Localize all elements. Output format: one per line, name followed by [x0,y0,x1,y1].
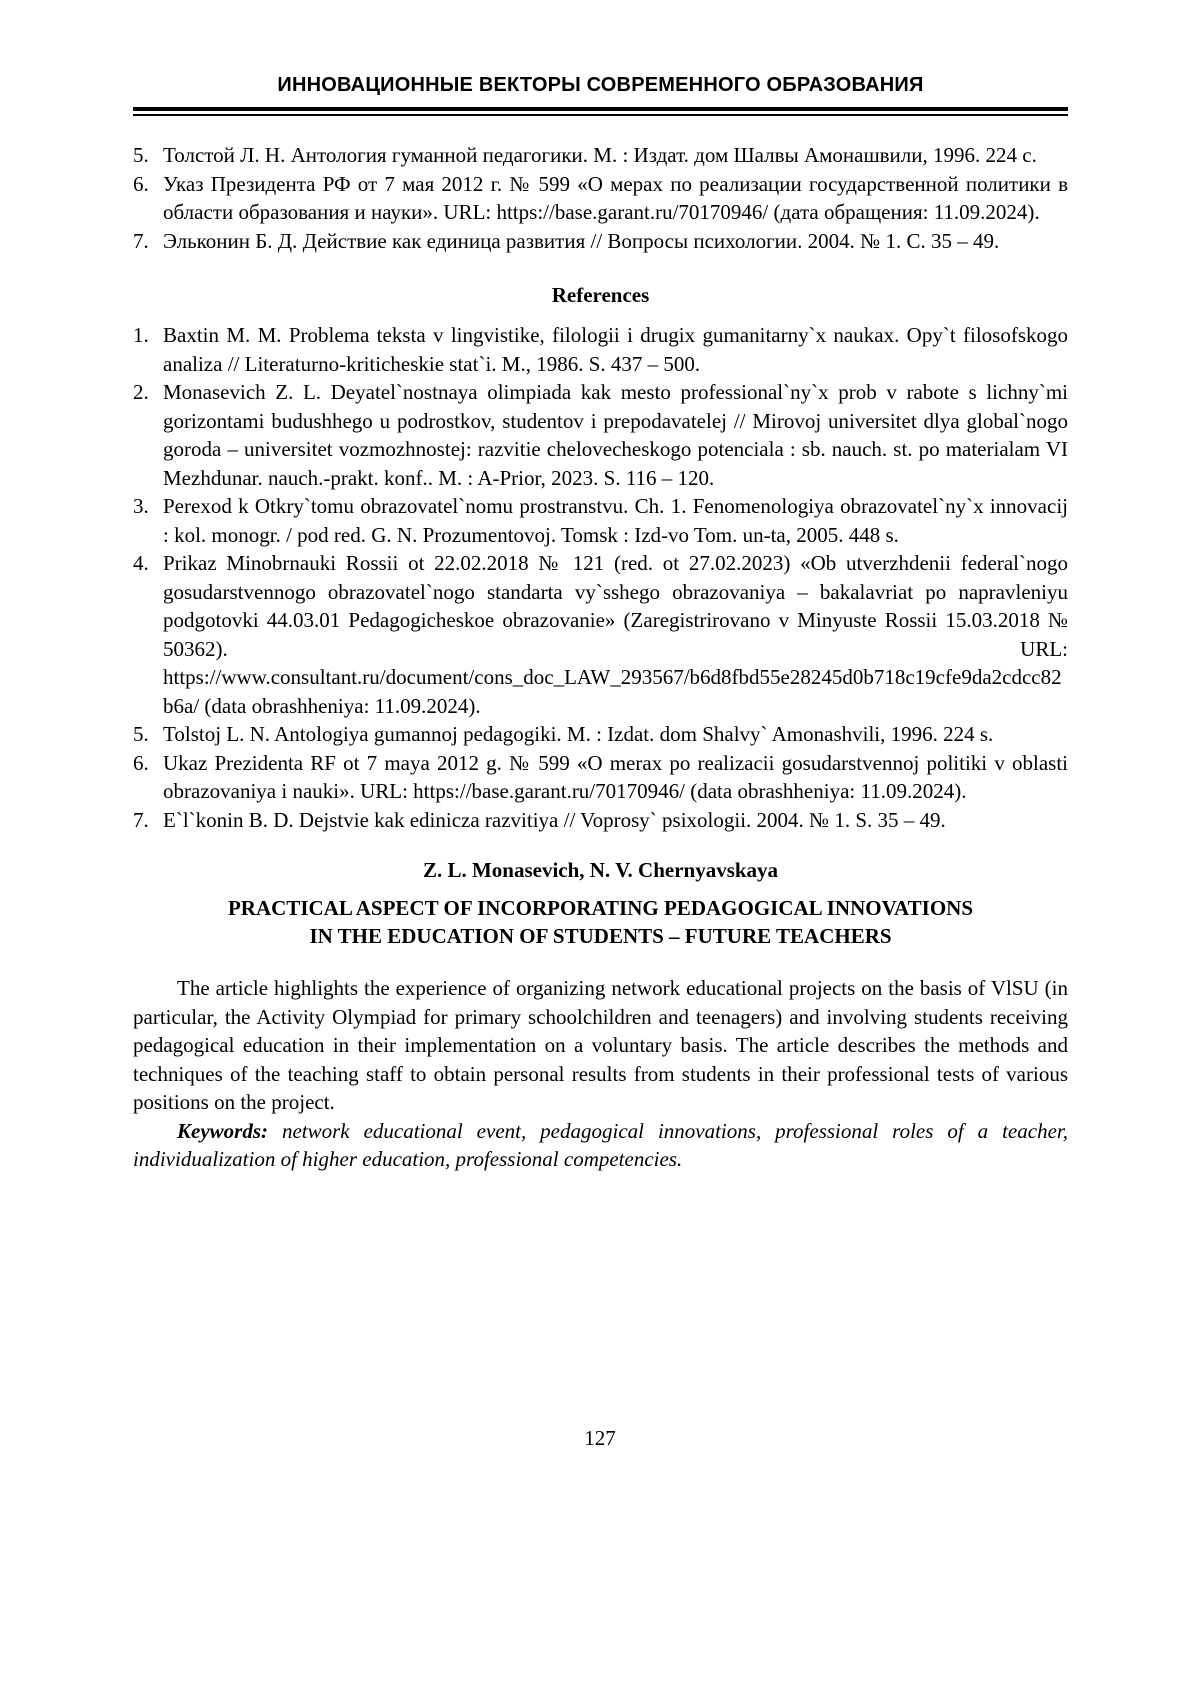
russian-reference-item [133,141,1068,170]
reference-number: 7. [133,807,149,832]
reference-text: Указ Президента РФ от 7 мая 2012 г. № 599 «О мерах по реализации государственной политики в области образования и науки». URL: https://base.garant.ru/70170946/ (дата обращения: 11.09.2024). [163,171,1068,224]
abstract-paragraph: The article highlights the experience of organizing network educational projects on the basis of VlSU (in particular, the Activity Olympiad for primary schoolchildren and teenagers) and involving students receiving pedagogical education in their implementation on a voluntary basis. The article describes the methods and techniques of the teaching staff to obtain personal results from students in their professional tests of various positions on the project. [133,976,1068,1114]
reference-number: 3. [133,494,149,518]
reference-text: Baxtin M. M. Problema teksta v lingvistike, filologii i drugix gumanitarny`x naukax. Opy`t filosofskogo analiza // Literaturno-kriticheskie stat`i. M., 1986. S. 437 – 500. [163,323,1068,376]
reference-item [133,749,1068,806]
article-title [133,894,1068,950]
reference-item [133,806,1068,835]
reference-text: E`l`konin B. D. Dejstvie kak edinicza razvitiya // Voprosy` psixologii. 2004. № 1. S. 35 – 49. [163,807,946,832]
reference-text: Prikaz Minobrnauki Rossii ot 22.02.2018 № 121 (red. ot 27.02.2023) «Ob utverzhdenii federal`nogo gosudarstvennogo obrazovatel`nogo standarta vy`sshego obrazovaniya – bakalavriat po napravleniyu podgotovki 44.03.01 Pedagogicheskoe obrazovanie» (Zaregistrirovano v Minyuste Rossii 15.03.2018 № 50362). URL: https://www.consultant.ru/document/cons_doc_LAW_293567/b6d8fbd55e28245d0b718c19cfe9da2cdcc82b6a/ (data obrashheniya: 11.09.2024). [163,551,1068,718]
reference-number: 2. [133,380,149,404]
reference-text: Monasevich Z. L. Deyatel`nostnaya olimpiada kak mesto professional`ny`x prob v rabote s lichny`mi gorizontami budushhego u podrostkov, studentov i prepodavatelej // Mirovoj universitet dlya global`nogo goroda – universitet vozmozhnostej: razvitie chelovecheskogo potenciala : sb. nauch. st. po materialam VI Mezhdunar. nauch.-prakt. konf.. M. : A-Prior, 2023. S. 116 – 120. [163,380,1068,490]
reference-item [133,321,1068,378]
reference-text: Ukaz Prezidenta RF ot 7 maya 2012 g. № 599 «O merax po realizacii gosudarstvennoj politiki v oblasti obrazovaniya i nauki». URL: https://base.garant.ru/70170946/ (data obrashheniya: 11.09.2024). [163,750,1068,803]
reference-text: Толстой Л. Н. Антология гуманной педагогики. М. : Издат. дом Шалвы Амонашвили, 1996. 224 с. [163,143,1037,167]
reference-text: Эльконин Б. Д. Действие как единица развития // Вопросы психологии. 2004. № 1. С. 35 – 49. [163,228,1000,253]
russian-reference-item [133,227,1068,256]
keywords-paragraph [133,1117,1068,1174]
keywords-text: network educational event, pedagogical innovations, professional roles of a teacher, individualization of higher education, professional competencies. [133,1118,1068,1171]
reference-item [133,549,1068,720]
reference-number: 1. [133,323,149,347]
references-list [133,321,1068,834]
reference-number: 5. [133,143,149,167]
authors-line: Z. L. Monasevich, N. V. Chernyavskaya [422,858,779,882]
references-heading: References [551,283,650,307]
reference-number: 5. [133,722,149,746]
article-title-line-2: IN THE EDUCATION OF STUDENTS – FUTURE TEACHERS [309,924,892,948]
keywords-label: Keywords: [177,1118,268,1143]
reference-number: 6. [133,171,149,196]
page-content [133,0,1068,1174]
russian-reference-list [133,141,1068,255]
reference-number: 6. [133,750,149,775]
reference-number: 7. [133,228,149,253]
article-title-line-1: PRACTICAL ASPECT OF INCORPORATING PEDAGOGICAL INNOVATIONS [227,896,974,920]
reference-number: 4. [133,551,149,575]
reference-item [133,492,1068,549]
reference-text: Tolstoj L. N. Antologiya gumannoj pedagogiki. M. : Izdat. dom Shalvy` Amonashvili, 1996. 224 s. [163,722,994,746]
russian-reference-item [133,170,1068,227]
page-number: 127 [584,1426,616,1450]
header-rule [133,107,1068,116]
journal-header: ИННОВАЦИОННЫЕ ВЕКТОРЫ СОВРЕМЕННОГО ОБРАЗОВАНИЯ [277,74,924,96]
reference-item [133,378,1068,492]
reference-item [133,720,1068,749]
reference-text: Perexod k Otkry`tomu obrazovatel`nomu prostranstvu. Ch. 1. Fenomenologiya obrazovatel`ny`x innovacij : kol. monogr. / pod red. G. N. Prozumentovoj. Tomsk : Izd-vo Tom. un-ta, 2005. 448 s. [163,494,1068,547]
